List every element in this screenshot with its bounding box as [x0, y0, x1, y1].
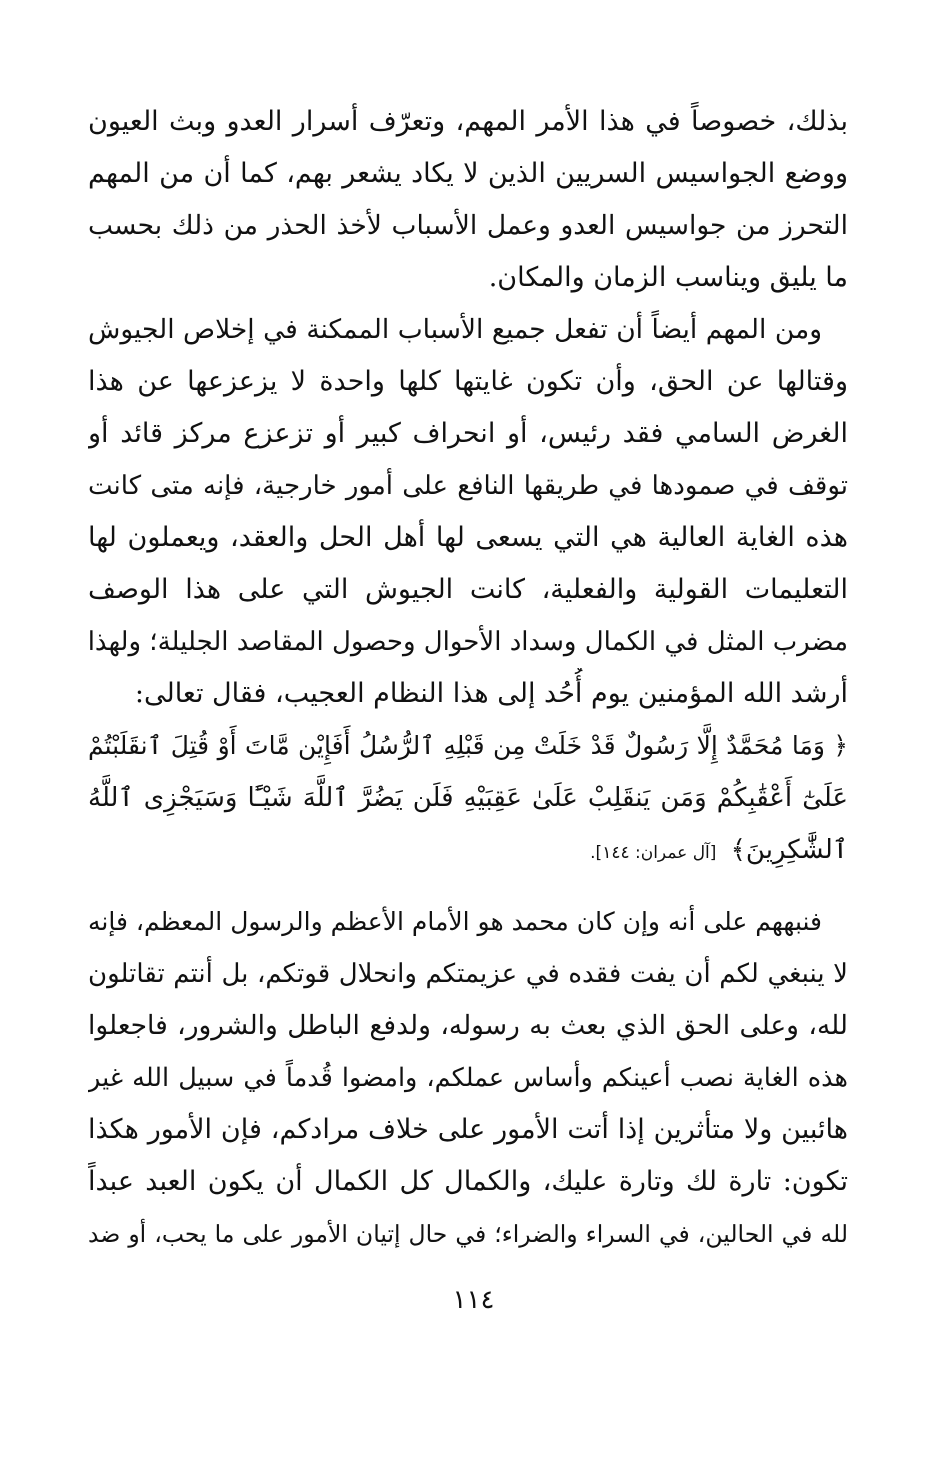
paragraph-3	[88, 896, 848, 1260]
verse-line: ﴿ وَمَا مُحَمَّدٌ إِلَّا رَسُولٌ قَدْ خَلَتْ مِن قَبْلِهِ ٱلرُّسُلُ أَفَإِيْن مَّاتَ أَوْ قُتِلَ ٱنقَلَبْتُمْ	[88, 731, 848, 760]
text-line: ما يليق ويناسب الزمان والمكان.	[488, 262, 848, 293]
text-line: لا ينبغي لكم أن يفت فقده في عزيمتكم وانحلال قوتكم، بل أنتم تقاتلون	[88, 959, 848, 989]
text-line: التحرز من جواسيس العدو وعمل الأسباب لأخذ الحذر من ذلك بحسب	[88, 210, 848, 241]
verse-text: ٱلشَّٰكِرِينَ﴾	[730, 835, 848, 865]
text-line: هذه الغاية نصب أعينكم وأساس عملكم، وامضوا قُدماً في سبيل الله غير	[88, 1063, 848, 1093]
text-line: هائبين ولا متأثرين إذا أتت الأمور على خلاف مرادكم، فإن الأمور هكذا	[88, 1114, 848, 1145]
quran-verse	[88, 720, 848, 876]
text-line: هذه الغاية العالية هي التي يسعى لها أهل الحل والعقد، ويعملون لها	[88, 522, 848, 553]
paragraph-2	[88, 304, 848, 720]
text-line: ووضع الجواسيس السريين الذين لا يكاد يشعر بهم، كما أن من المهم	[88, 158, 848, 189]
paragraph-1	[88, 96, 848, 304]
spacer	[88, 876, 848, 896]
text-line: فنبههم على أنه وإن كان محمد هو الأمام الأعظم والرسول المعظم، فإنه	[88, 907, 822, 936]
verse-citation: [آل عمران: ١٤٤].	[590, 843, 717, 863]
text-line: أرشد الله المؤمنين يوم أُحُد إلى هذا النظام العجيب، فقال تعالى:	[134, 678, 848, 709]
text-line: الغرض السامي فقد رئيس، أو انحراف كبير أو تزعزع مركز قائد أو	[88, 418, 848, 449]
page-body	[88, 96, 848, 1396]
text-line: التعليمات القولية والفعلية، كانت الجيوش التي على هذا الوصف	[88, 574, 848, 605]
text-line: توقف في صمودها في طريقها النافع على أمور خارجية، فإنه متى كانت	[88, 471, 848, 501]
text-line: تكون: تارة لك وتارة عليك، والكمال كل الكمال أن يكون العبد عبداً	[88, 1166, 848, 1197]
text-line: لله في الحالين، في السراء والضراء؛ في حال إتيان الأمور على ما يحب، أو ضد	[88, 1220, 848, 1248]
text-line: وقتالها عن الحق، وأن تكون غايتها كلها واحدة لا يزعزعها عن هذا	[88, 366, 848, 397]
page-number: ١١٤	[452, 1285, 495, 1315]
text-line: مضرب المثل في الكمال وسداد الأحوال وحصول المقاصد الجليلة؛ ولهذا	[88, 627, 848, 657]
verse-line-final	[88, 824, 848, 876]
text-line: ومن المهم أيضاً أن تفعل جميع الأسباب الممكنة في إخلاص الجيوش	[88, 314, 822, 345]
text-line: لله، وعلى الحق الذي بعث به رسوله، ولدفع الباطل والشرور، فاجعلوا	[88, 1010, 848, 1041]
verse-line: عَلَىٰٓ أَعْقَٰبِكُمْ وَمَن يَنقَلِبْ عَلَىٰ عَقِبَيْهِ فَلَن يَضُرَّ ٱللَّهَ شَيْـًٔا وَسَيَجْزِى ٱللَّهُ	[88, 783, 848, 813]
text-line: بذلك، خصوصاً في هذا الأمر المهم، وتعرّف أسرار العدو وبث العيون	[88, 106, 848, 137]
